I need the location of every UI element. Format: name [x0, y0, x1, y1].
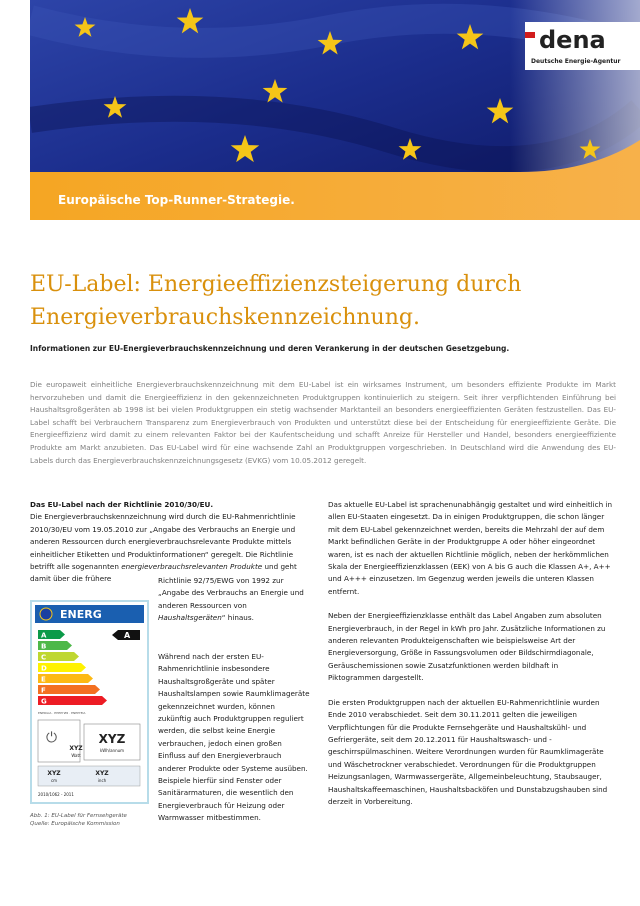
left-column-paragraph-2: Während nach der ersten EU-Rahmenrichtlinie insbesondere Haushaltsgroßgeräte und später Haushaltslampen sowie Raumklimageräte gekennzeichnet wurden, können zukünftig auch Produktgruppen reguliert werden, die selbst keine Energie verbrauchen, jedoch einen großen Einfluss auf den Energieverbrauch anderer Produkte oder Systeme ausüben. Beispiele hierfür sind Fenster oder Sanitärarmaturen, die wesentlich den Energieverbrauch für Heizung oder Warmwasser mitbestimmen.	[158, 652, 310, 823]
label-value-watt-unit: Watt	[71, 753, 81, 758]
logo-subtitle: Deutsche Energie-Agentur	[531, 58, 621, 65]
right-column-paragraph-2: Neben der Energieeffizienzklasse enthält das Label Angaben zum absoluten Energieverbrauch, in der Regel in kWh pro Jahr. Zusätzliche Informationen zu anderen relevanten Produkteigenschaften wie beispielsweise Art der Energieversorgung, Größe in Fassungsvolumen oder Bildschirmdiagonale, Geräuschemissionen sowie Zusatzfunktionen werden bildhaft in Piktogrammen dargestellt.	[328, 611, 606, 683]
label-value-cm-unit: cm	[50, 778, 58, 783]
label-languages-text: ENERGIA · ЕНЕРГИЯ · ΕΝΕΡΓΕΙΑ	[38, 711, 86, 715]
label-value-main: XYZ	[98, 732, 126, 746]
cont-text-1: Richtlinie 92/75/EWG von 1992 zur „Angabe des Verbrauchs an Energie und anderen Ressourcen von	[158, 576, 304, 610]
right-column-paragraph-1: Das aktuelle EU-Label ist sprachenunabhängig gestaltet und wird einheitlich in allen EU-Staaten eingesetzt. Da in einigen Produktgruppen, die schon länger mit dem EU-Label gekennzeichnet werden, bereits die Mehrzahl der auf dem Markt befindlichen Geräte in der Produktgruppe A oder höher eingeordnet waren, ist es nach der aktuellen Richtlinie möglich, neben der herkömmlichen Skala der Energieeffizienzklassen (EEK) von A bis G auch die Klassen A+, A++ und A+++ einzusetzen. Im Gegenzug werden jeweils die unteren Klassen entfernt.	[328, 500, 613, 596]
efficiency-class-letter: A	[41, 631, 47, 640]
efficiency-scale	[38, 630, 140, 706]
efficiency-class-letter: C	[41, 653, 47, 662]
left-column-heading: Das EU-Label nach der Richtlinie 2010/30/EU.	[30, 500, 214, 509]
figure-caption	[30, 812, 150, 828]
cont-emphasis: Haushaltsgeräten	[158, 613, 222, 623]
efficiency-class-bar	[38, 685, 100, 694]
label-value-main-unit: kWh/annum	[99, 748, 125, 753]
label-regulation: 2010/1062 - 2011	[38, 792, 74, 797]
logo-wordmark: dena	[539, 26, 606, 54]
efficiency-class-letter: D	[41, 664, 47, 673]
lead-text-1: Die Energieverbrauchskennzeichnung wird durch die EU-Rahmenrichtlinie 2010/30/EU vom 19.05.2010 zur „Angabe des Verbrauchs an Energie und anderen Ressourcen durch energieverbrauchsrelevante Produkte mittels einheitlicher Etiketten und Produktinformationen“ geregelt. Die Richtlinie betrifft alle sogenannten	[30, 512, 296, 572]
power-icon: ⏻	[46, 730, 58, 746]
energy-label-figure	[30, 600, 149, 804]
intro-paragraph	[30, 379, 616, 467]
efficiency-class-letter: E	[41, 675, 46, 684]
cont-text-2: “ hinaus.	[221, 613, 254, 623]
lead-text-2: und geht damit über die frühere	[30, 562, 297, 584]
efficiency-class-letter: B	[41, 642, 47, 651]
logo-red-bar	[525, 32, 535, 38]
efficiency-class-bar	[38, 696, 107, 705]
lead-emphasis: energieverbrauchsrelevanten Produkte	[121, 562, 263, 572]
section-label: Europäische Top-Runner-Strategie.	[58, 193, 295, 207]
efficiency-class-letter: F	[41, 686, 46, 695]
page-subtitle: Informationen zur EU-Energieverbrauchskennzeichnung und deren Verankerung in der deutschen Gesetzgebung.	[30, 344, 510, 353]
right-column-paragraph-3: Die ersten Produktgruppen nach der aktuellen EU-Rahmenrichtlinie wurden Ende 2010 verabschiedet. Seit dem 30.11.2011 gelten die jeweiligen Verpflichtungen für die Produkte Fernsehgeräte und Haushaltskühl- und Gefriergeräte, seit dem 20.12.2011 für Haushaltswasch- und -geschirrspülmaschinen. Weitere Verordnungen wurden für Raumklimageräte und Wäschetrockner verabschiedet. Verordnungen für die Produktgruppen Heizungsanlagen, Warmwassergeräte, Allgemeinbeleuchtung, Staubsauger, Haushaltskaffeemaschinen, Haushaltsbacköfen und Dunstabzugshauben sind derzeit in Vorbereitung.	[328, 697, 608, 806]
intro-text: Die europaweit einheitliche Energieverbrauchskennzeichnung mit dem EU-Label ist ein wirksames Instrument, um besonders effiziente Produkte im Markt hervorzuheben und damit die Energieeffizienz in den gekennzeichneten Produktgruppen kontinuierlich zu steigern. Seit ihrer verpflichtenden Einführung bei Haushaltsgroßgeräten ab 1998 ist bei vielen Produktgruppen ein stetig wachsender Marktanteil an besonders energieeffizienten Geräten festzustellen. Das EU-Label schafft bei Verbrauchern Transparenz zum Energieverbrauch von Produkten und unterstützt diese bei der Entscheidung für energieeffiziente Geräte. Die Energieeffizienz wird damit zu einem relevanten Faktor bei der Kaufentscheidung und schafft Anreize für Hersteller und Handel, besonders energieeffiziente Produkte am Markt anzubieten. Das EU-Label wird für eine wachsende Zahl an Produktgruppen vorgeschrieben. In Deutschland wird die Anwendung des EU-Labels durch das Energieverbrauchskennzeichnungsgesetz (EVKG) vom 10.05.2012 geregelt.	[30, 380, 616, 465]
efficiency-class-letter: G	[41, 697, 47, 706]
efficiency-class-bar	[38, 674, 93, 683]
current-class-letter: A	[124, 631, 131, 640]
left-column-continuation	[158, 575, 310, 625]
energy-label-graphic	[32, 602, 147, 802]
label-value-inch: XYZ	[95, 770, 109, 777]
right-column	[328, 499, 612, 820]
dena-logo	[525, 22, 640, 70]
label-value-cm: XYZ	[47, 770, 61, 777]
label-value-inch-unit: inch	[97, 778, 107, 783]
page-title: EU-Label: Energieeffizienzsteigerung durch Energieverbrauchskennzeichnung.	[30, 272, 522, 330]
figure-caption-line-1: Abb. 1: EU-Label für Fernsehgeräte	[30, 813, 127, 819]
label-brand: ENERG	[60, 608, 102, 621]
figure-caption-line-2: Quelle: Europäische Kommission	[30, 821, 120, 827]
eu-stars-icon	[40, 608, 52, 620]
label-value-watt: XYZ	[69, 745, 83, 752]
